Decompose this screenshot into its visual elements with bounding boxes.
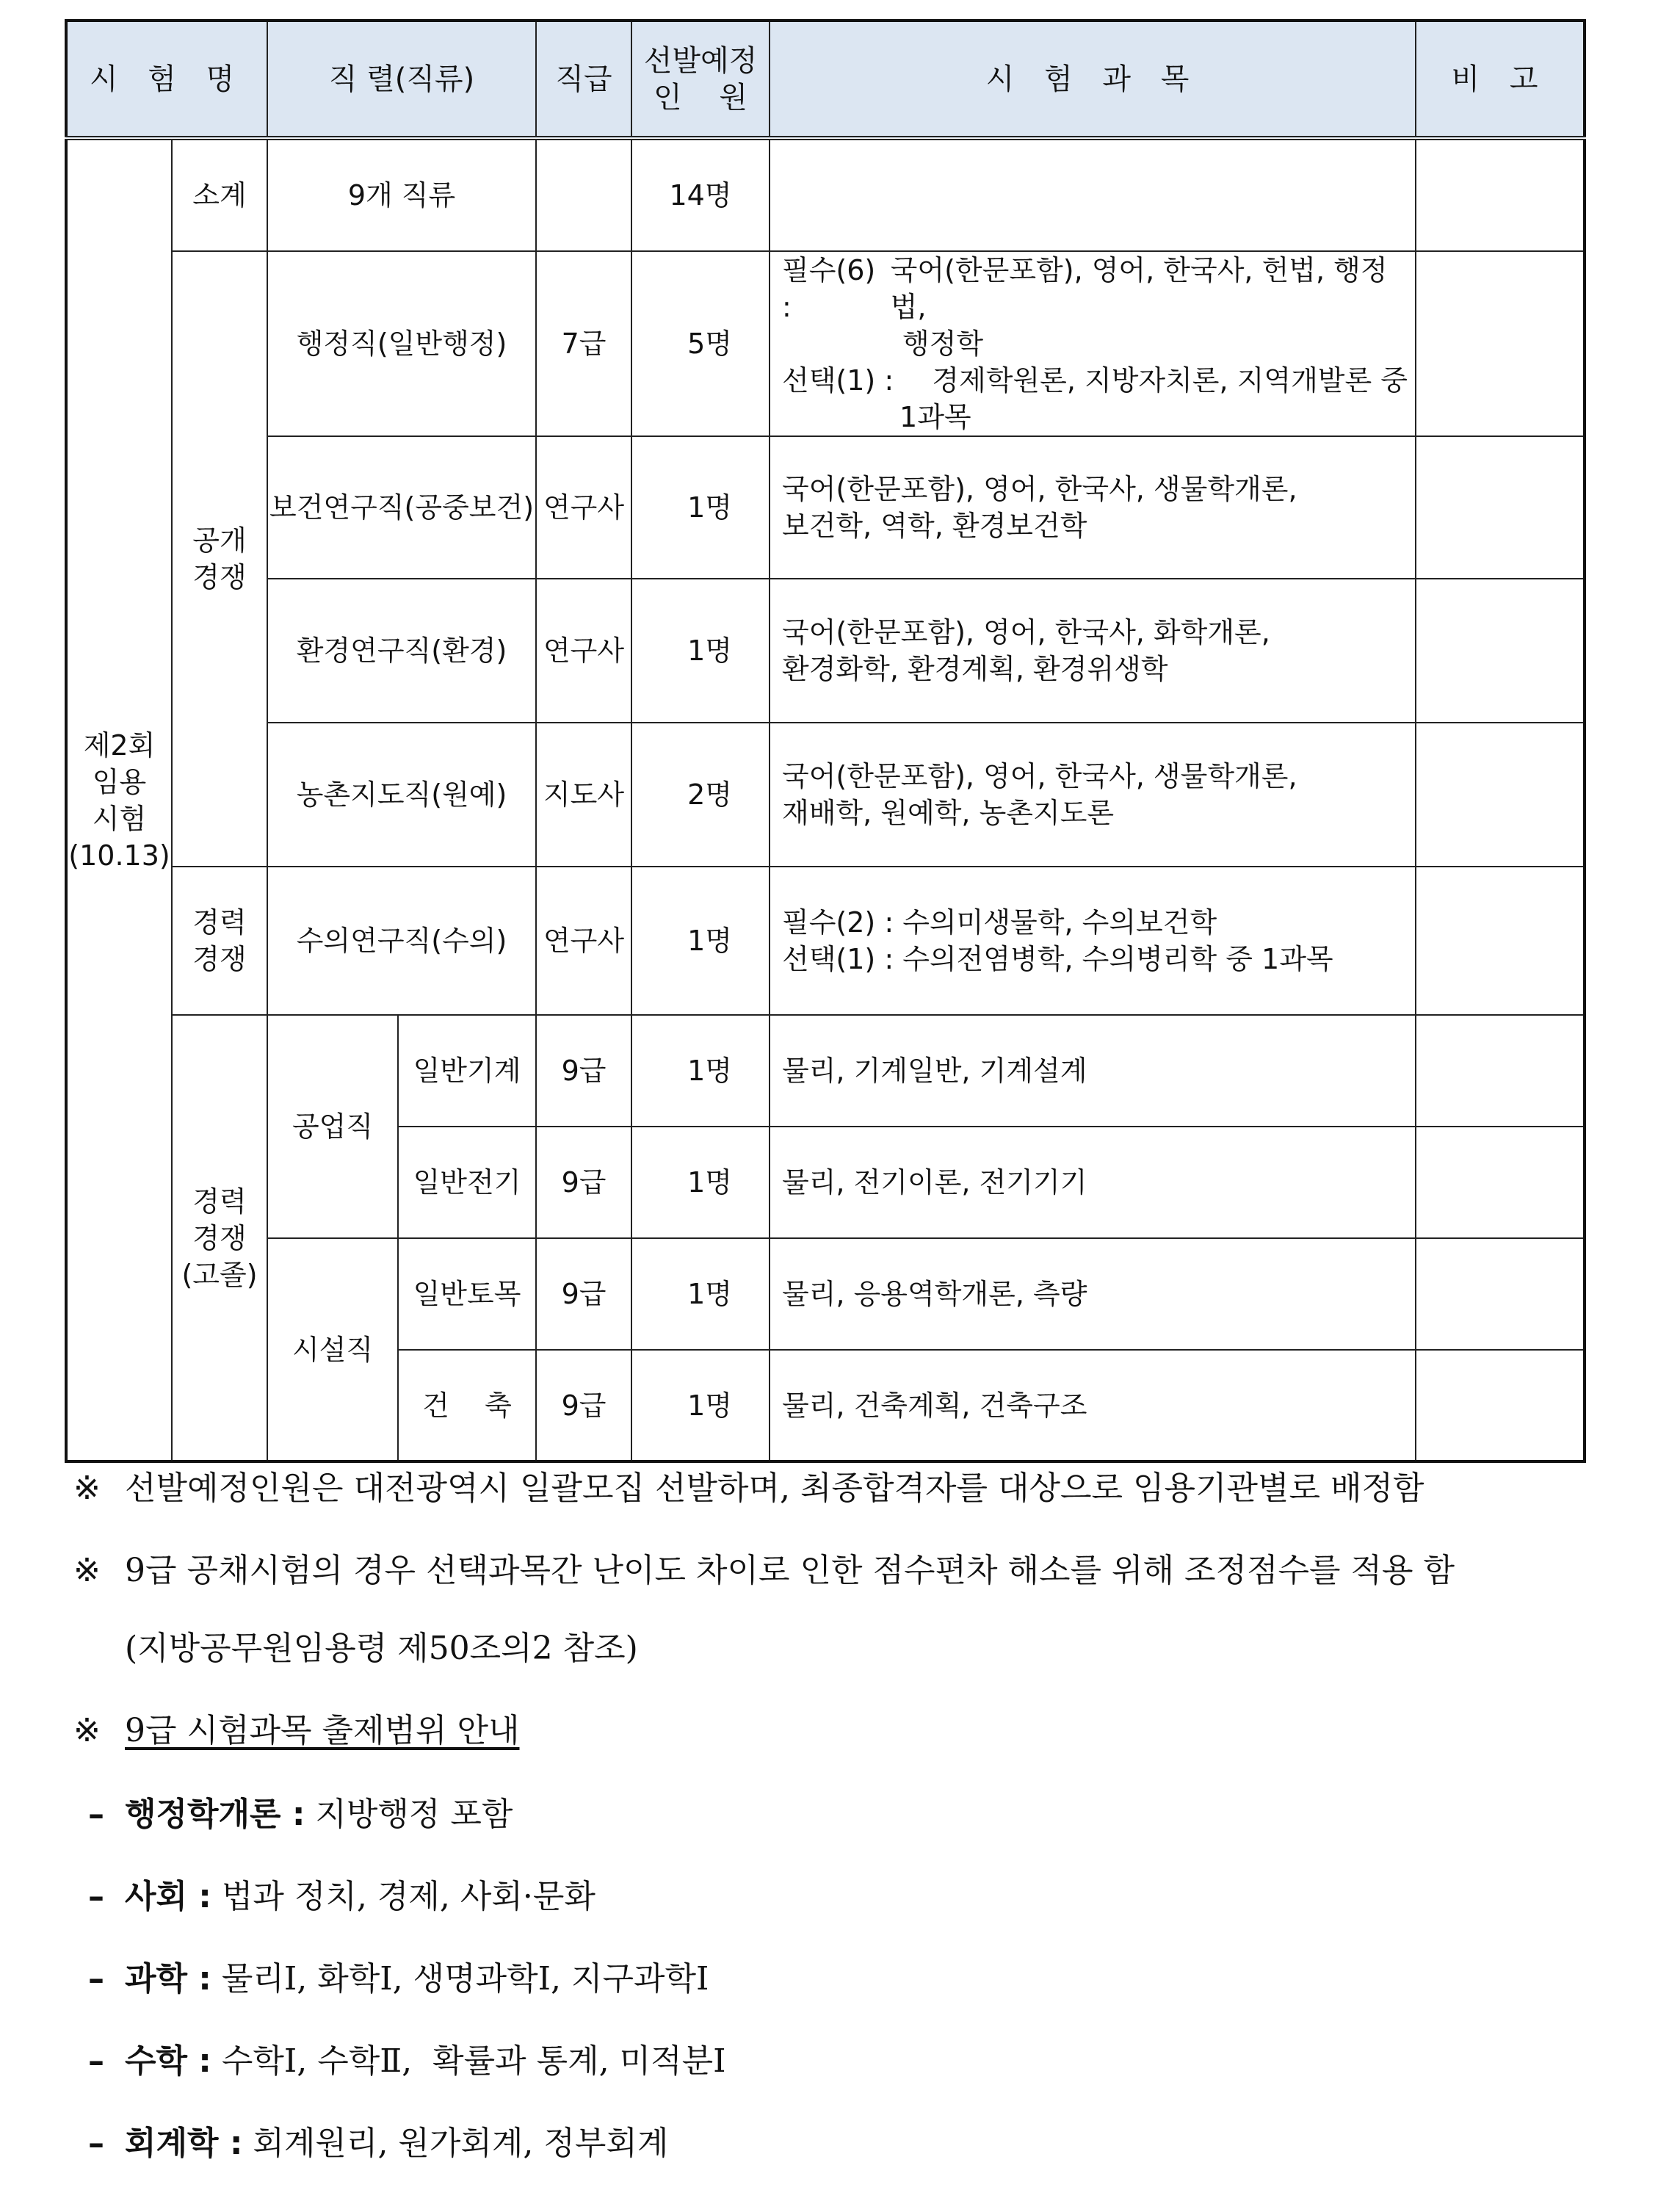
note-symbol: ※ <box>73 1712 101 1749</box>
count-cell: 1명 <box>631 867 770 1015</box>
dash: – <box>88 2125 104 2162</box>
subjects-cell: 물리, 건축계획, 건축구조 <box>770 1350 1416 1461</box>
scope-desc: 수학Ⅰ, 수학Ⅱ, 확률과 통계, 미적분Ⅰ <box>221 2042 726 2080</box>
subject-line: 보건학, 역학, 환경보건학 <box>782 510 1087 542</box>
header-subjects: 시 험 과 목 <box>770 21 1416 138</box>
scope-name: 회계학 : <box>124 2125 243 2162</box>
subject-opt-label: 선택(1) : <box>782 364 894 397</box>
remarks-cell <box>1416 1127 1585 1238</box>
header-planned-line2: 인 원 <box>653 80 748 115</box>
count-cell: 1명 <box>631 1238 770 1350</box>
note-3 <box>73 1704 520 1751</box>
table-row <box>66 723 1585 867</box>
grade-cell: 연구사 <box>536 436 631 579</box>
series-cell: 환경연구직(환경) <box>267 579 536 723</box>
scope-desc: 회계원리, 원가회계, 정부회계 <box>253 2125 669 2162</box>
note-text: 9급 시험과목 출제범위 안내 <box>125 1712 520 1749</box>
subject-line: 환경화학, 환경계획, 환경위생학 <box>782 653 1168 685</box>
subject-line <box>782 252 1415 325</box>
note-2 <box>73 1544 1455 1591</box>
scope-desc: 지방행정 포함 <box>315 1796 513 1833</box>
group-label-line: 경력 <box>192 1185 247 1218</box>
subgroup-facility: 시설직 <box>267 1238 398 1461</box>
subjects-cell <box>770 251 1416 436</box>
count-cell: 1명 <box>631 1350 770 1461</box>
subjects-cell <box>770 579 1416 723</box>
grade-cell: 9급 <box>536 1127 631 1238</box>
table-row <box>66 1015 1585 1127</box>
subtotal-grade <box>536 138 631 251</box>
subtotal-subjects <box>770 138 1416 251</box>
subject-line <box>782 362 1415 399</box>
exam-label-line: 시험 <box>92 802 147 835</box>
series-cell: 일반전기 <box>398 1127 536 1238</box>
subject-line: 필수(2) : 수의미생물학, 수의보건학 <box>782 906 1217 939</box>
subject-line: 선택(1) : 수의전염병학, 수의병리학 중 1과목 <box>782 943 1333 975</box>
scope-name: 과학 : <box>124 1960 211 1998</box>
subject-req: 국어(한문포함), 영어, 한국사, 헌법, 행정법, <box>890 254 1388 323</box>
table-row-subtotal <box>66 138 1585 251</box>
subject-line: 1과목 <box>899 401 971 433</box>
subtotal-label: 소계 <box>172 138 267 251</box>
scope-desc: 물리Ⅰ, 화학Ⅰ, 생명과학Ⅰ, 지구과학Ⅰ <box>221 1960 709 1998</box>
count-cell: 2명 <box>631 723 770 867</box>
group-label-line: 경쟁 <box>192 1221 247 1254</box>
scope-desc: 법과 정치, 경제, 사회·문화 <box>221 1878 595 1915</box>
header-grade: 직급 <box>536 21 631 138</box>
subject-line: 국어(한문포함), 영어, 한국사, 생물학개론, <box>782 760 1297 792</box>
scope-item <box>88 2117 668 2164</box>
scope-item <box>88 1788 513 1835</box>
subject-line: 재배학, 원예학, 농촌지도론 <box>782 797 1115 829</box>
series-cell: 농촌지도직(원예) <box>267 723 536 867</box>
subjects-cell: 물리, 전기이론, 전기기기 <box>770 1127 1416 1238</box>
group-label-line: 경쟁 <box>192 943 247 975</box>
dash: – <box>88 1878 104 1915</box>
grade-cell: 9급 <box>536 1238 631 1350</box>
series-cell: 일반토목 <box>398 1238 536 1350</box>
series-cell: 수의연구직(수의) <box>267 867 536 1015</box>
subgroup-industrial: 공업직 <box>267 1015 398 1238</box>
remarks-cell <box>1416 579 1585 723</box>
scope-name: 행정학개론 : <box>124 1796 305 1833</box>
subtotal-count: 14명 <box>631 138 770 251</box>
count-cell: 1명 <box>631 436 770 579</box>
exam-label-cell <box>66 138 172 1461</box>
header-planned-count <box>631 21 770 138</box>
subjects-cell <box>770 436 1416 579</box>
group-label-line: 경쟁 <box>192 561 247 593</box>
series-cell: 행정직(일반행정) <box>267 251 536 436</box>
subject-req-label: 필수(6) : <box>782 254 876 323</box>
grade-cell: 7급 <box>536 251 631 436</box>
count-cell: 1명 <box>631 1127 770 1238</box>
exam-label-line: 임용 <box>92 765 147 798</box>
group-label-line: 경력 <box>192 906 247 939</box>
table-row <box>66 1238 1585 1350</box>
count-cell: 1명 <box>631 579 770 723</box>
note-text: 9급 공채시험의 경우 선택과목간 난이도 차이로 인한 점수편차 해소를 위해 조정점수를 적용 함 <box>125 1552 1455 1589</box>
grade-cell: 연구사 <box>536 867 631 1015</box>
series-cell: 건 축 <box>398 1350 536 1461</box>
subject-line: 국어(한문포함), 영어, 한국사, 생물학개론, <box>782 473 1297 505</box>
grade-cell: 9급 <box>536 1350 631 1461</box>
dash: – <box>88 2042 104 2080</box>
subjects-cell: 물리, 기계일반, 기계설계 <box>770 1015 1416 1127</box>
table-row <box>66 436 1585 579</box>
subjects-cell: 물리, 응용역학개론, 측량 <box>770 1238 1416 1350</box>
remarks-cell <box>1416 138 1585 251</box>
note-symbol: ※ <box>73 1552 101 1589</box>
scope-item <box>88 1952 709 1999</box>
count-cell: 1명 <box>631 1015 770 1127</box>
subject-line: 행정학 <box>902 328 984 360</box>
exam-table <box>65 19 1586 1463</box>
series-cell: 보건연구직(공중보건) <box>267 436 536 579</box>
subtotal-series: 9개 직류 <box>267 138 536 251</box>
remarks-cell <box>1416 1015 1585 1127</box>
remarks-cell <box>1416 867 1585 1015</box>
remarks-cell <box>1416 1238 1585 1350</box>
note-1 <box>73 1461 1424 1508</box>
scope-name: 사회 : <box>124 1878 211 1915</box>
table-row <box>66 251 1585 436</box>
exam-label-line: (10.13) <box>68 839 170 872</box>
table-row <box>66 867 1585 1015</box>
group-label-line: 공개 <box>192 524 247 557</box>
dash: – <box>88 1796 104 1833</box>
header-remarks: 비 고 <box>1416 21 1585 138</box>
group-career-competition <box>172 867 267 1015</box>
grade-cell: 연구사 <box>536 579 631 723</box>
subject-line: 국어(한문포함), 영어, 한국사, 화학개론, <box>782 616 1270 648</box>
note-symbol: ※ <box>73 1470 101 1507</box>
header-exam-name: 시 험 명 <box>66 21 267 138</box>
note-2-continued: (지방공무원임용령 제50조의2 참조) <box>125 1630 638 1667</box>
scope-name: 수학 : <box>124 2042 211 2080</box>
dash: – <box>88 1960 104 1998</box>
group-label-line: (고졸) <box>181 1258 258 1291</box>
remarks-cell <box>1416 251 1585 436</box>
series-cell: 일반기계 <box>398 1015 536 1127</box>
note-text: 선발예정인원은 대전광역시 일괄모집 선발하며, 최종합격자를 대상으로 임용기관별로 배정함 <box>125 1470 1424 1507</box>
remarks-cell <box>1416 1350 1585 1461</box>
subject-opt: 경제학원론, 지방자치론, 지역개발론 중 <box>932 364 1408 397</box>
count-cell: 5명 <box>631 251 770 436</box>
grade-cell: 지도사 <box>536 723 631 867</box>
exam-label-line: 제2회 <box>83 729 156 762</box>
scope-item <box>88 1870 595 1917</box>
subjects-cell <box>770 867 1416 1015</box>
table-header-row <box>66 21 1585 138</box>
scope-item <box>88 2034 726 2081</box>
grade-cell: 9급 <box>536 1015 631 1127</box>
remarks-cell <box>1416 436 1585 579</box>
header-series: 직 렬(직류) <box>267 21 536 138</box>
table-row <box>66 579 1585 723</box>
group-open-competition <box>172 251 267 867</box>
header-planned-line1: 선발예정 <box>643 43 758 78</box>
remarks-cell <box>1416 723 1585 867</box>
subjects-cell <box>770 723 1416 867</box>
group-career-highschool <box>172 1015 267 1461</box>
